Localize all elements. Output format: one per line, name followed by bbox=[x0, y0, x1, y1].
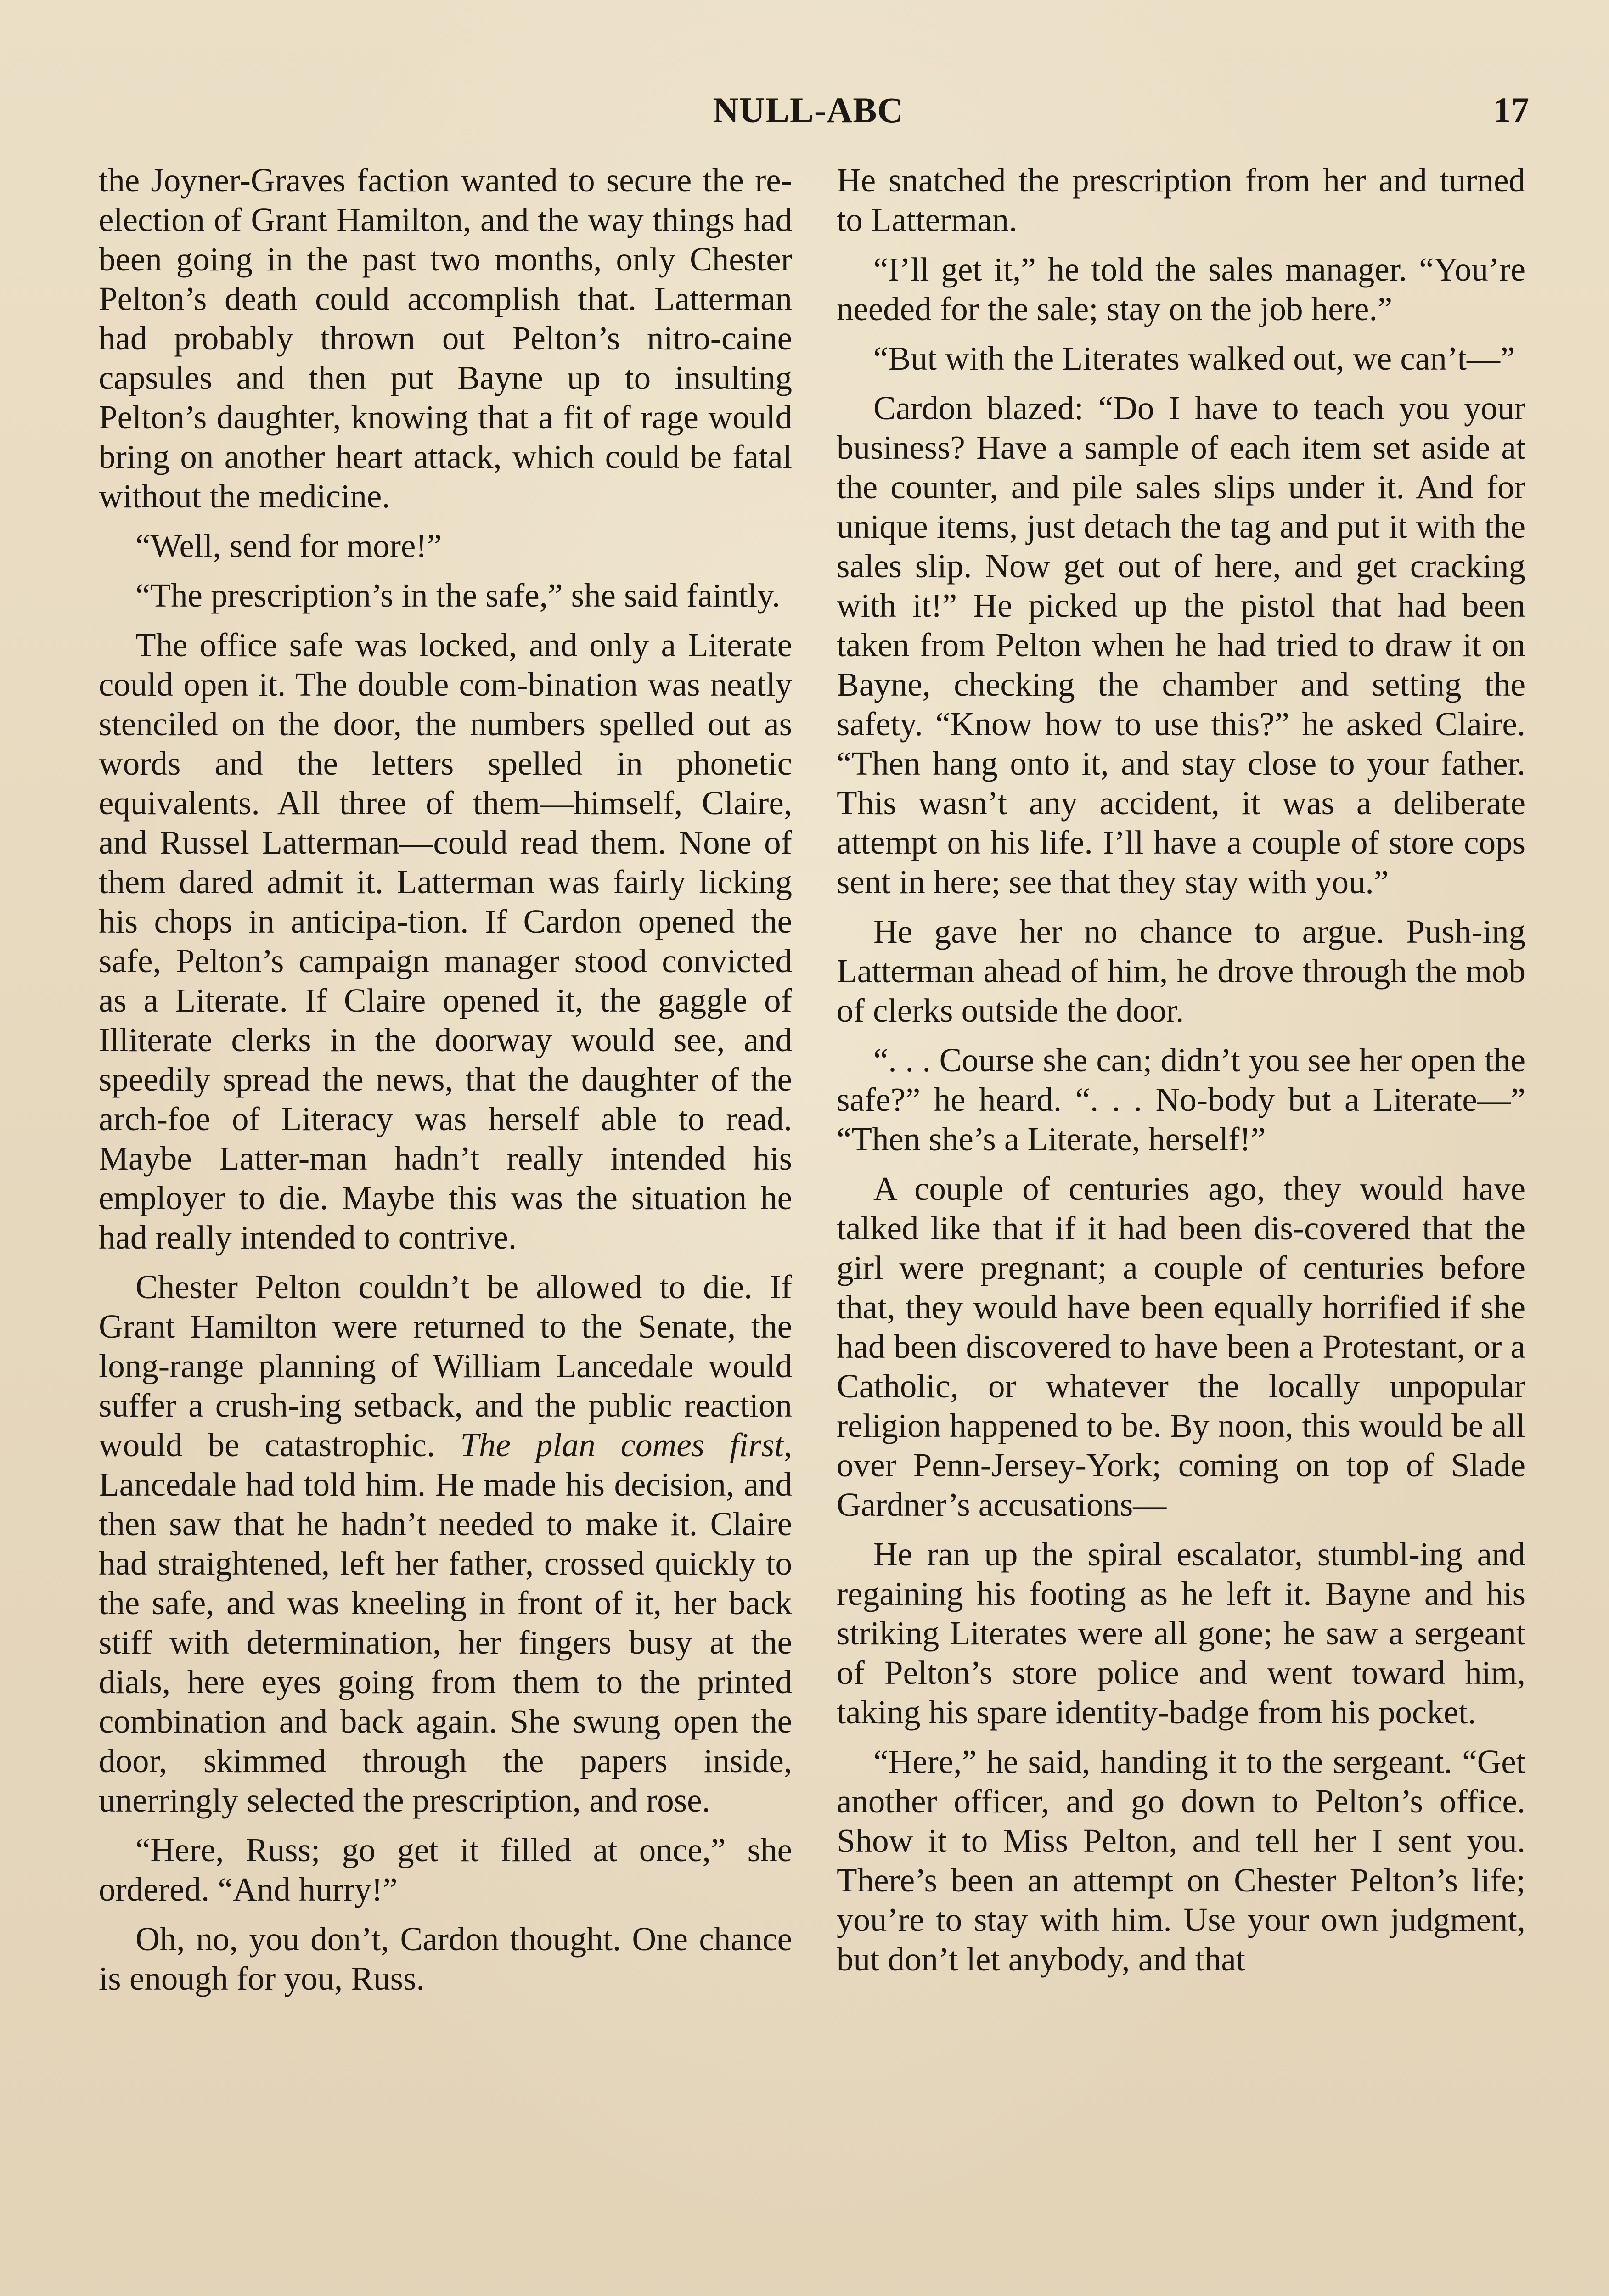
italic-phrase: The plan comes first, bbox=[460, 1426, 793, 1463]
paragraph: Oh, no, you don’t, Cardon thought. One chance is enough for you, Russ. bbox=[99, 1920, 792, 1997]
page-number: 17 bbox=[1493, 90, 1529, 130]
paragraph: “Here, Russ; go get it filled at once,” she ordered. “And hurry!” bbox=[99, 1831, 792, 1908]
paragraph: “But with the Literates walked out, we can’t—” bbox=[873, 340, 1515, 377]
paragraph-text: Chester Pelton couldn’t be allowed to die. If Grant Hamilton were returned to the Senate, the long-range planning of William Lancedale would suffer a crush-ing setback, and the public reaction would be catastrophic. bbox=[99, 1268, 792, 1463]
paragraph: the Joyner-Graves faction wanted to secure the re-election of Grant Hamilton, and the way things had been going in the past two months, only Chester Pelton’s death could accomplish that. Latterman had probably thrown out Pelton’s nitro-caine capsules and then put Bayne up to insulting Pelton’s daughter, knowing that a fit of rage would bring on another heart attack, which could be fatal without the medicine. bbox=[99, 162, 792, 515]
paragraph: The office safe was locked, and only a Literate could open it. The double com-bination was neatly stenciled on the door, the numbers spelled out as words and the letters spelled in phonetic equivalents. All three of them—himself, Claire, and Russel Latterman—could read them. None of them dared admit it. Latterman was fairly licking his chops in anticipa-tion. If Cardon opened the safe, Pelton’s campaign manager stood convicted as a Literate. If Claire opened it, the gaggle of Illiterate clerks in the doorway would see, and speedily spread the news, that the daughter of the arch-foe of Literacy was herself able to read. Maybe Latter-man hadn’t really intended his employer to die. Maybe this was the situation he had really intended to contrive. bbox=[99, 626, 792, 1256]
paragraph: “The prescription’s in the safe,” she said faintly. bbox=[135, 577, 781, 614]
paragraph-text: Lancedale had told him. He made his decision, and then saw that he hadn’t needed to make it. Claire had straightened, left her father, crossed quickly to the safe, and was kneeling in front of it, her back stiff with determination, her fingers busy at the dials, here eyes going from them to the printed combination and back again. She swung open the door, skimmed through the papers inside, unerringly selected the prescription, and rose. bbox=[99, 1466, 792, 1819]
paragraph: He ran up the spiral escalator, stumbl-ing and regaining his footing as he left it. Bayne and his striking Literates were all gone; he saw a sergeant of Pelton’s store police and went toward him, taking his spare identity-badge from his pocket. bbox=[837, 1536, 1525, 1731]
paragraph: He gave her no chance to argue. Push-ing Latterman ahead of him, he drove through the mob of clerks outside the door. bbox=[837, 913, 1525, 1029]
paragraph: Cardon blazed: “Do I have to teach you your business? Have a sample of each item set aside at the counter, and pile sales slips under it. And for unique items, just detach the tag and put it with the sales slip. Now get out of here, and get cracking with it!” He picked up the pistol that had been taken from Pelton when he had tried to draw it on Bayne, checking the chamber and setting the safety. “Know how to use this?” he asked Claire. “Then hang onto it, and stay close to your father. This wasn’t any accident, it was a deliberate attempt on his life. I’ll have a couple of store cops sent in here; see that they stay with you.” bbox=[837, 389, 1525, 900]
paragraph: A couple of centuries ago, they would have talked like that if it had been dis-covered that the girl were pregnant; a couple of centuries before that, they would have been equally horrified if she had been discovered to have been a Protestant, or a Catholic, or whatever the locally unpopular religion happened to be. By noon, this would be all over Penn-Jersey-York; coming on top of Slade Gardner’s accusations— bbox=[837, 1170, 1525, 1523]
paragraph: “I’ll get it,” he told the sales manager. “You’re needed for the sale; stay on the job here.” bbox=[837, 251, 1525, 327]
running-title: NULL-ABC bbox=[713, 90, 904, 130]
paragraph: “Here,” he said, handing it to the sergeant. “Get another officer, and go down to Pelton’s office. Show it to Miss Pelton, and tell her I sent you. There’s been an attempt on Chester Pelton’s life; you’re to stay with him. Use your own judgment, but don’t let anybody, and that bbox=[837, 1743, 1525, 1978]
paragraph: “. . . Course she can; didn’t you see her open the safe?” he heard. “. . . No-body but a Literate—” “Then she’s a Literate, herself!” bbox=[837, 1041, 1525, 1158]
paragraph bbox=[99, 1267, 792, 1820]
left-text-column bbox=[99, 161, 792, 2009]
paragraph: He snatched the prescription from her and turned to Latterman. bbox=[837, 162, 1525, 238]
paragraph: “Well, send for more!” bbox=[135, 527, 442, 564]
right-text-column bbox=[837, 161, 1525, 1989]
